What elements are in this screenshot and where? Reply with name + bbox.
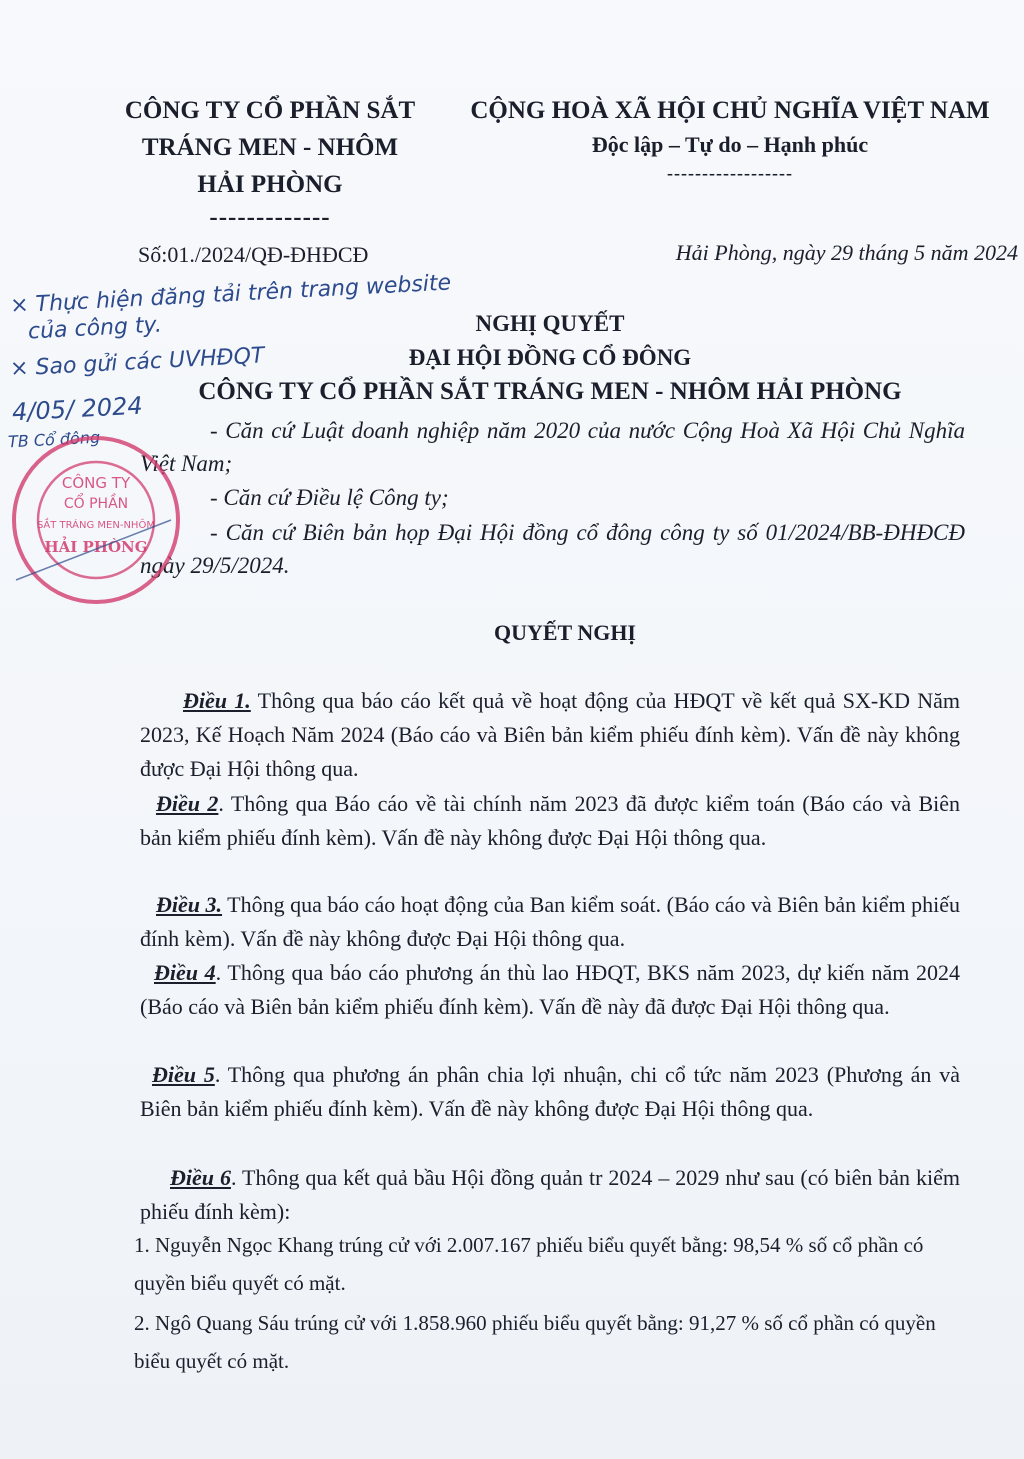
decide-heading: QUYẾT NGHỊ [493,620,636,645]
resolution-title: NGHỊ QUYẾT [475,311,625,336]
company-divider: ------------- [209,204,331,231]
basis-law: - Căn cứ Luật doanh nghiệp năm 2020 của nước Cộng Hoà Xã Hội Chủ Nghĩa Việt Nam; [140,418,965,476]
handwritten-note-4: TB Cổ đông [7,427,101,452]
basis-charter: - Căn cứ Điều lệ Công ty; [210,485,449,510]
article-2 [140,787,960,855]
article-label: Điều 4 [154,960,216,985]
article-1 [140,684,960,786]
article-5 [140,1058,960,1126]
company-name-line1: CÔNG TY CỔ PHẦN SẮT [124,97,416,124]
seal-text-1: CÔNG TY [61,474,131,492]
article-3 [140,888,960,956]
place-date: Hải Phòng, ngày 29 tháng 5 năm 2024 [675,240,1018,265]
article-text: Thông qua báo cáo hoạt động của Ban kiểm soát. (Báo cáo và Biên bản kiểm phiếu đính kèm). Vấn đề này không được Đại Hội thông qua. [140,892,960,951]
article-text: . Thông qua phương án phân chia lợi nhuận, chi cổ tức năm 2023 (Phương án và Biên bản kiểm phiếu đính kèm). Vấn đề này không được Đại Hội thông qua. [140,1062,961,1121]
handwritten-note-3: × Sao gửi các UVHĐQT [9,343,265,382]
article-text: . Thông qua báo cáo phương án thù lao HĐQT, BKS năm 2023, dự kiến năm 2024 (Báo cáo và Biên bản kiểm phiếu đính kèm). Vấn đề này đã được Đại Hội thông qua. [140,960,961,1019]
article-6 [140,1161,960,1229]
article-label: Điều 1. [183,688,251,713]
document-number: Số:01./2024/QĐ-ĐHĐCĐ [138,242,369,267]
article-label: Điều 3. [156,892,223,917]
handwritten-note-1: × Thực hiện đăng tải trên trang website [9,270,452,319]
national-header [470,92,990,184]
company-seal [6,427,186,610]
resolution-subtitle: ĐẠI HỘI ĐỒNG CỔ ĐÔNG [408,345,692,370]
article-label: Điều 2 [156,791,219,816]
national-motto: Độc lập – Tự do – Hạnh phúc [591,132,869,157]
resolution-company: CÔNG TY CỔ PHẦN SẮT TRÁNG MEN - NHÔM HẢI PHÒNG [198,378,902,405]
motto-divider: ------------------ [667,163,793,183]
article-4 [140,956,960,1024]
article-label: Điều 5 [152,1062,215,1087]
elected-member-1: 1. Nguyễn Ngọc Khang trúng cử với 2.007.167 phiếu biểu quyết bằng: 98,54 % số cổ phần có quyền biểu quyết có mặt. [134,1233,924,1295]
basis-minutes: - Căn cứ Biên bản họp Đại Hội đồng cổ đông công ty số 01/2024/BB-ĐHĐCĐ ngày 29/5/2024. [140,520,965,578]
company-header [110,92,430,236]
elected-member-2: 2. Ngô Quang Sáu trúng cử với 1.858.960 phiếu biểu quyết bằng: 91,27 % số cổ phần có quyền biểu quyết có mặt. [134,1311,936,1373]
company-name-line2: TRÁNG MEN - NHÔM [141,134,399,161]
nation-name: CỘNG HOÀ XÃ HỘI CHỦ NGHĨA VIỆT NAM [470,97,990,124]
article-label: Điều 6 [170,1165,231,1190]
seal-text-2: CỔ PHẦN [63,496,129,512]
article-text: . Thông qua kết quả bầu Hội đồng quản tr 2024 – 2029 như sau (có biên bản kiểm phiếu đính kèm): [140,1165,960,1224]
handwritten-date: 4/05/ 2024 [11,391,144,427]
company-name-line3: HẢI PHÒNG [197,171,343,198]
article-text: . Thông qua Báo cáo về tài chính năm 2023 đã được kiểm toán (Báo cáo và Biên bản kiểm phiếu đính kèm). Vấn đề này không được Đại Hội thông qua. [140,791,961,850]
article-text: Thông qua báo cáo kết quả về hoạt động của HĐQT về kết quả SX-KD Năm 2023, Kế Hoạch Năm 2024 (Báo cáo và Biên bản kiểm phiếu đính kèm). Vấn đề này không được Đại Hội thông qua. [140,688,960,781]
seal-text-3: SẮT TRÁNG MEN-NHÔM [37,520,155,531]
seal-text-4: HẢI PHÒNG [44,538,148,556]
handwritten-note-2: của công ty. [27,312,163,345]
